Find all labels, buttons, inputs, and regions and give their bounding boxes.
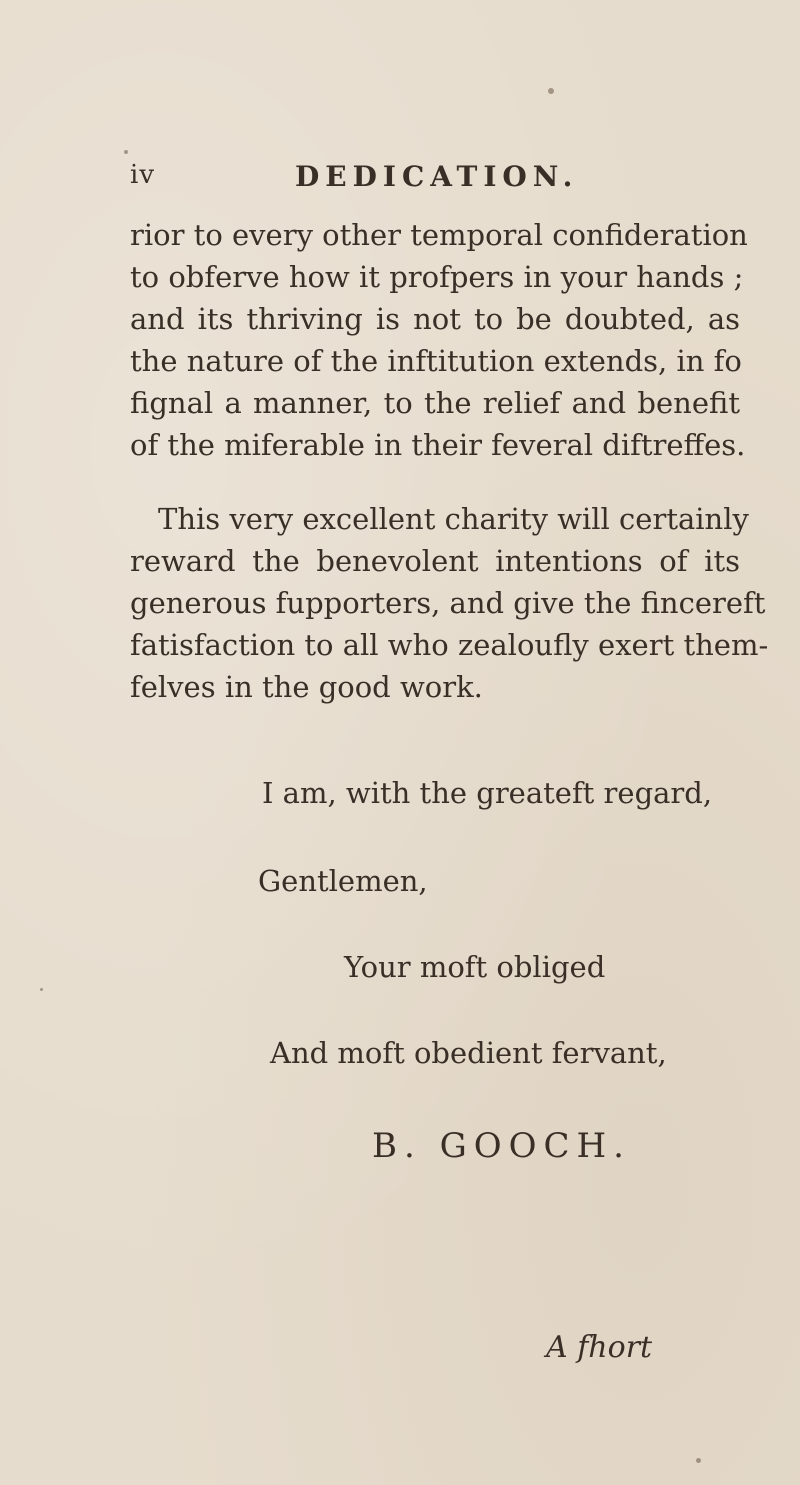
paragraph-1 bbox=[130, 214, 748, 466]
text-line: felves in the good work. bbox=[130, 670, 483, 704]
page-number: iv bbox=[130, 160, 156, 190]
text-line: reward the benevolent intentions of its bbox=[130, 544, 740, 578]
text-line: This very excellent charity will certainly bbox=[158, 502, 749, 536]
closing-obliged: Your moft obliged bbox=[344, 950, 606, 984]
paper-speck bbox=[696, 1458, 701, 1463]
text-line: fignal a manner, to the relief and benefit bbox=[130, 386, 740, 420]
text-line: rior to every other temporal confideration bbox=[130, 218, 748, 252]
signature: B. GOOCH. bbox=[372, 1126, 631, 1166]
text-line: to obferve how it profpers in your hands ; bbox=[130, 260, 744, 294]
text-line: fatisfaction to all who zealoufly exert them- bbox=[130, 628, 769, 662]
closing-salutation: Gentlemen, bbox=[258, 864, 428, 898]
paper-speck bbox=[40, 988, 43, 991]
text-line: generous fupporters, and give the fincereft bbox=[130, 586, 766, 620]
text-line: the nature of the inftitution extends, in fo bbox=[130, 344, 742, 378]
paragraph-2 bbox=[130, 498, 769, 708]
text-line: of the miferable in their feveral diftreffes. bbox=[130, 428, 746, 462]
closing-regard: I am, with the greateft regard, bbox=[262, 776, 713, 810]
paper-speck bbox=[548, 88, 554, 94]
catchword: A fhort bbox=[546, 1330, 653, 1365]
text-line: and its thriving is not to be doubted, as bbox=[130, 302, 740, 336]
closing-servant: And moft obedient fervant, bbox=[270, 1036, 667, 1070]
paper-speck bbox=[124, 150, 128, 154]
running-head: DEDICATION. bbox=[295, 160, 579, 193]
page-header bbox=[130, 160, 750, 200]
